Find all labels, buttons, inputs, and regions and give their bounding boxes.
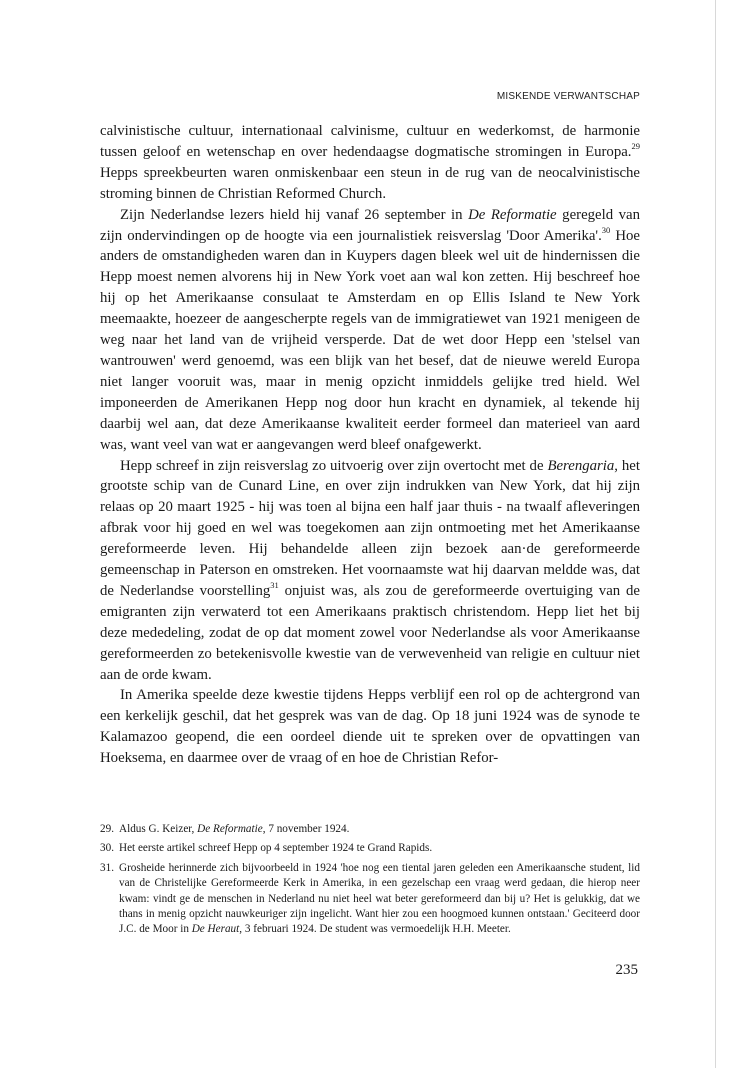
footnote-31 [100, 861, 640, 938]
paragraph-3-ship-name: Berengaria [547, 457, 615, 474]
paragraph-1-text-a: calvinistische cultuur, internationaal calvinisme, cultuur en wederkomst, de harmonie tussen geloof en wetenschap en over hedendaagse dogmatische stromingen in Europa. [100, 123, 640, 160]
body-text [100, 121, 640, 769]
footnote-31-title: De Heraut [191, 923, 240, 936]
footnote-29-text-b: , 7 november 1924. [262, 823, 350, 835]
paragraph-2-text-b: geregeld van zijn ondervindingen op de hoogte via een journalistiek reisverslag 'Door Amerika'. [100, 206, 641, 244]
paragraph-3-text-a: Hepp schreef in zijn reisverslag zo uitvoerig over zijn overtocht met de [120, 457, 548, 474]
footnote-30 [100, 841, 640, 856]
footnote-29-title: De Reformatie [197, 823, 263, 835]
footnote-29-text-a: Aldus G. Keizer, [119, 823, 198, 835]
running-head: MISKENDE VERWANTSCHAP [496, 91, 640, 102]
footnotes [100, 822, 640, 942]
footnote-31-text-a: Grosheide herinnerde zich bijvoorbeeld in 1924 'hoe nog een tiental jaren geleden een Amerikaansche student, lid van de Christelijke Gereformeerde Kerk in Amerika, in een gezelschap een vraag werd gedaan, die hierop neer kwam: vindt ge de menschen in Nederland nu niet heel wat beter gereformeerd dan bij u? Het is gelukkig, dat we thans in menig opzicht nauwkeuriger zijn ingelicht. Want hier zou een hoogmoed kunnen ontstaan.' Geciteerd door J.C. de Moor in [119, 861, 640, 936]
paragraph-2-title-de-reformatie: De Reformatie [468, 206, 557, 223]
footnote-ref-30[interactable]: 30 [601, 224, 611, 235]
paragraph-3-text-c: onjuist was, als zou de gereformeerde overtuiging van de emigranten zijn verwaterd tot een Amerikaans praktisch christendom. Hepp liet het bij deze mededeling, zodat de op dat moment zowel voor Nederlandse als voor Amerikaanse gereformeerden zo betekenisvolle kwestie van de verwevenheid van religie en cultuur niet aan de orde kwam. [100, 582, 640, 683]
paragraph-2 [100, 205, 640, 456]
footnote-31-text-b: , 3 februari 1924. De student was vermoedelijk H.H. Meeter. [239, 923, 511, 936]
footnote-30-text: Het eerste artikel schreef Hepp op 4 september 1924 te Grand Rapids. [119, 842, 433, 855]
footnote-number: 31. [100, 861, 114, 874]
footnote-number: 29. [100, 823, 114, 835]
page-edge-line [715, 0, 716, 1068]
footnote-number: 30. [100, 842, 114, 855]
paragraph-4 [100, 685, 640, 769]
paragraph-3 [100, 456, 640, 686]
paragraph-2-text-c: Hoe anders de omstandigheden waren dan in Kuypers dagen bleek wel uit de hindernissen die Hepp moest nemen alvorens hij in New York voet aan wal kon zetten. Hij beschreef hoe hij op het Amerikaanse consulaat te Amsterdam en op Ellis Island te New York meemaakte, hoezeer de aangescherpte regels van de immigratiewet van 1921 menigeen de weg naar het land van de vrijheid versperde. Dat de wet door Hepp een 'stelsel van wantrouwen' werd genoemd, was een blijk van het besef, dat de nieuwe wereld Europa niet langer vooruit was, maar in menig opzicht inmiddels gelijke tred hield. Wel imponeerden de Amerikanen Hepp nog door hun kracht en dynamiek, al tekende hij daarbij wel aan, dat deze Amerikaanse kwaliteit eerder formeel dan materieel van aard was, want veel van wat er aangevangen werd bleef onafgewerkt. [100, 227, 640, 453]
paragraph-3-text-b: , het grootste schip van de Cunard Line, en over zijn indrukken van New York, dat hij zijn relaas op 20 maart 1925 - hij was toen al bijna een half jaar thuis - na twaalf afleveringen afbrak voor hij goed en wel was toegekomen aan zijn ontmoeting met het Amerikaanse gereformeerde leven. Hij behandelde alleen zijn bezoek aan·de gereformeerde gemeenschap in Paterson en omstreken. Het voornaamste wat hij daarvan meldde was, dat de Nederlandse voorstelling [100, 457, 640, 599]
footnote-ref-29[interactable]: 29 [631, 140, 640, 151]
footnote-29 [100, 822, 640, 837]
paragraph-2-text-a: Zijn Nederlandse lezers hield hij vanaf 26 september in [120, 206, 469, 223]
paragraph-1-text-b: Hepps spreekbeurten waren onmiskenbaar een steun in de rug van de neocalvinistische stroming binnen de Christian Reformed Church. [100, 164, 640, 202]
page-number: 235 [615, 962, 638, 978]
footnote-ref-31[interactable]: 31 [270, 580, 279, 591]
paragraph-1 [100, 121, 640, 205]
paragraph-4-text: In Amerika speelde deze kwestie tijdens Hepps verblijf een rol op de achtergrond van een kerkelijk geschil, dat het gesprek was van de dag. Op 18 juni 1924 was de synode te Kalamazoo geopend, die een oordeel diende uit te spreken over de opvattingen van Hoeksema, en daarmee over de vraag of en hoe de Christian Refor- [100, 687, 640, 767]
